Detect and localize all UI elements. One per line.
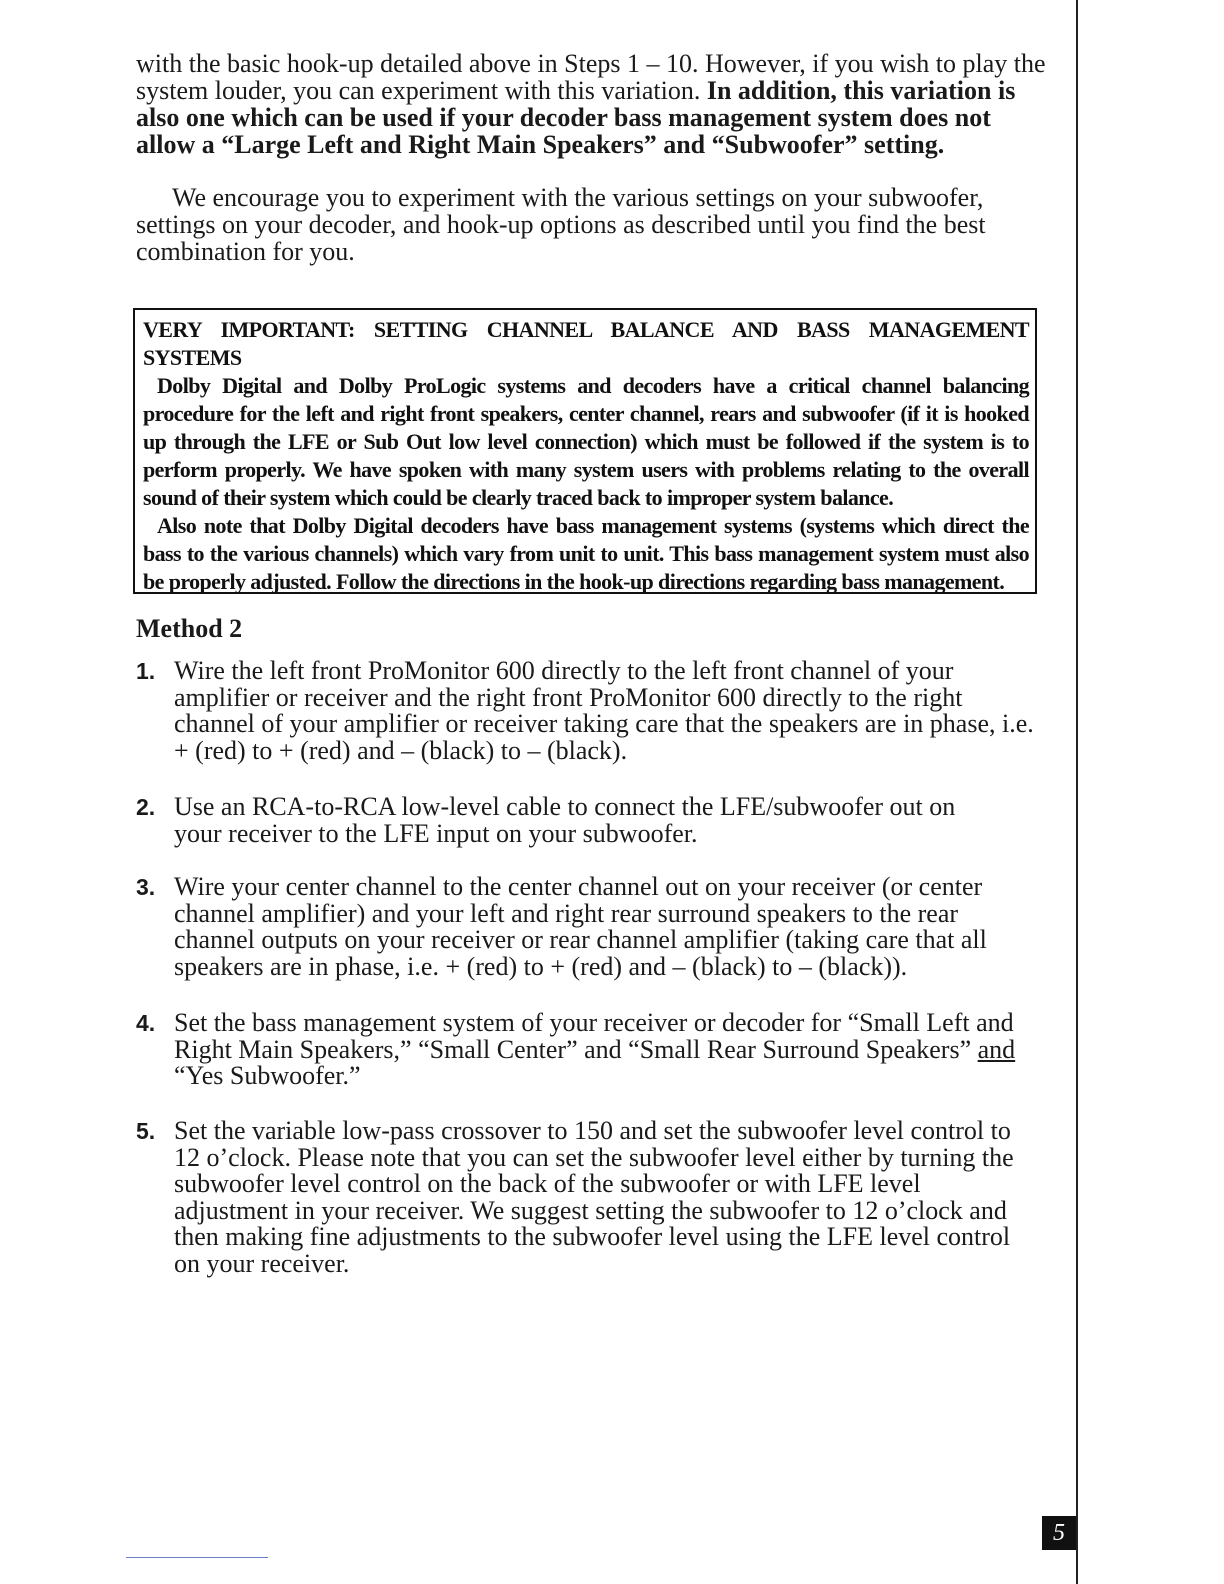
intro-section xyxy=(136,50,1056,265)
step-1 xyxy=(136,658,1044,764)
step-number: 5. xyxy=(136,1118,156,1144)
footer-rule xyxy=(126,1557,268,1558)
step-text-part: Set the bass management system of your receiver or decoder for “Small Left and Right Main Speakers,” “Small Center” and “Small Rear Surround Speakers” xyxy=(174,1008,1014,1064)
method-title: Method 2 xyxy=(136,614,243,643)
step-2 xyxy=(136,794,1004,847)
step-number: 4. xyxy=(136,1010,156,1036)
step-number: 2. xyxy=(136,794,156,820)
step-text: Set the variable low-pass crossover to 150 and set the subwoofer level control to 12 o’clock. Please note that you can set the subwoofer level either by turning the subwoofer level control on the back of the subwoofer or with LFE level adjustment in your receiver. We suggest setting the subwoofer to 12 o’clock and then making fine adjustments to the subwoofer level using the LFE level control on your receiver. xyxy=(174,1116,1014,1278)
step-text: Wire your center channel to the center channel out on your receiver (or center channel amplifier) and your left and right rear surround speakers to the rear channel outputs on your receiver or rear channel amplifier (taking care that all speakers are in phase, i.e. + (red) to + (red) and – (black) to – (black)). xyxy=(174,872,987,981)
important-paragraph-bass: Also note that Dolby Digital decoders have bass management systems (systems which direct the bass to the various channels) which vary from unit to unit. This bass management system must also be properly adjusted. Follow the directions in the hook-up directions regarding bass management. xyxy=(143,513,1029,594)
step-text: Wire the left front ProMonitor 600 directly to the left front channel of your amplifier or receiver and the right front ProMonitor 600 directly to the right channel of your amplifier or receiver taking care that the speakers are in phase, i.e. + (red) to + (red) and – (black) to – (black). xyxy=(174,656,1034,765)
page-number: 5 xyxy=(1042,1516,1076,1550)
step-text xyxy=(174,1010,1019,1090)
step-5 xyxy=(136,1118,1014,1277)
intro-text: with the basic hook-up detailed above in Steps 1 – 10. However, if you wish to play the system louder, you can experiment with this variation. xyxy=(136,49,1046,105)
intro-paragraph xyxy=(136,50,1056,158)
important-paragraph-balance: Dolby Digital and Dolby ProLogic systems and decoders have a critical channel balancing procedure for the left and right front speakers, center channel, rears and subwoofer (if it is hooked up through the LFE or Sub Out low level connection) which must be followed if the system is to perform properly. We have spoken with many system users with problems relating to the overall sound of their system which could be clearly traced back to improper system balance. xyxy=(143,373,1029,510)
step-number: 1. xyxy=(136,658,156,684)
page-edge-rule xyxy=(1076,0,1078,1584)
important-heading: VERY IMPORTANT: SETTING CHANNEL BALANCE AND BASS MANAGEMENT SYSTEMS xyxy=(143,317,1029,370)
important-notice-box xyxy=(133,308,1037,594)
intro-bold-text: In addition, this variation is also one which can be used if your decoder bass management system does not allow a “Large Left and Right Main Speakers” and “Subwoofer” setting. xyxy=(136,76,1016,159)
step-text: Use an RCA-to-RCA low-level cable to connect the LFE/subwoofer out on your receiver to the LFE input on your subwoofer. xyxy=(174,792,956,848)
step-text-underlined: and xyxy=(977,1034,1016,1064)
encourage-paragraph: We encourage you to experiment with the various settings on your subwoofer, settings on your decoder, and hook-up options as described until you find the best combination for you. xyxy=(136,183,986,266)
step-number: 3. xyxy=(136,874,156,900)
step-text-part: “Yes Subwoofer.” xyxy=(174,1061,361,1090)
step-3 xyxy=(136,874,1036,980)
step-4 xyxy=(136,1010,1019,1090)
